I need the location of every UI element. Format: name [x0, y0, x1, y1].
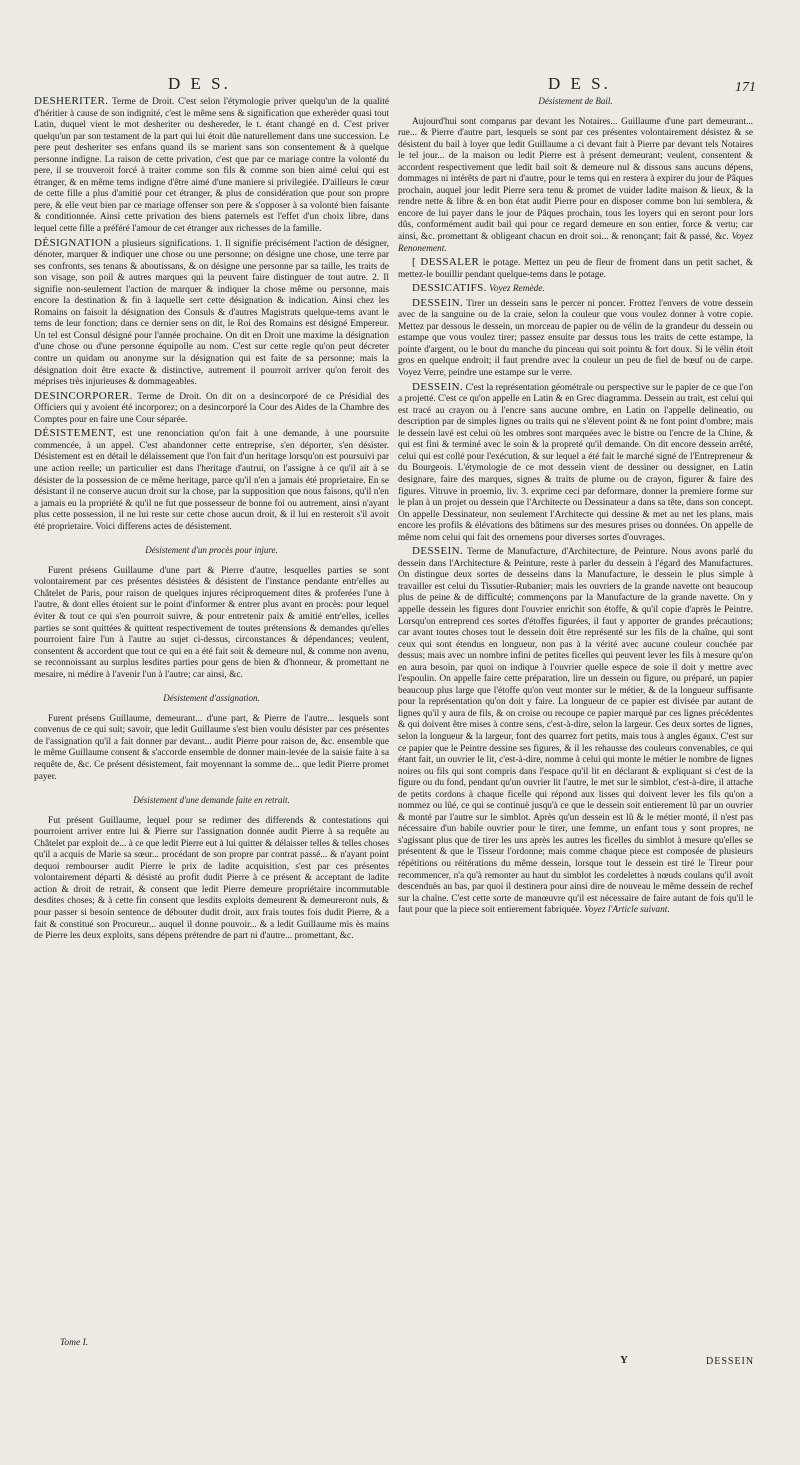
headword: DÉSISTEMENT, [34, 427, 116, 440]
running-head-left: D E S. [168, 74, 231, 93]
page-number: 171 [735, 80, 756, 95]
entry-dessein-1 [398, 298, 753, 380]
entry-designation [34, 238, 389, 389]
entry-text: Tirer un dessein sans le percer ni poncer. Frottez l'envers de votre dessein avec de la sanguine ou de la craie, selon la couleur que vous voulez donner à votre copie. Mettez par dessous le dessein, un morceau de papier ou de vélin de la grandeur du dessein ou estampe que vous voulez tirer; passez ensuite par dessus tous les traits de cette estampe, la pointe d'argent, ou le bout du manche du pinceau qui soit pointu & fort doux. Si le vélin étoit gros en quelque endroit; il faut prendre avec la couleur un peu de fiel de bœuf ou de carpe. Voyez Verre, peindre une estampe sur le verre. [398, 298, 753, 379]
running-head-right: D E S. [548, 74, 611, 93]
headword: DÉSIGNATION [34, 236, 112, 249]
cross-reference: Voyez Renonement. [398, 232, 753, 254]
entry-text: a plusieurs significations. 1. Il signifie précisément l'action de désigner, dénoter, marquer & indiquer une chose ou une personne; on désigne une chose, une terre par ses confronts, ses tenans & aboutissans, & on désigne une personne par sa taille, les traits de son visage, son poil & autres marques qui la peuvent faire distinguer de tout autre. 2. Il signifie non-seulement l'action de marquer & indiquer la chose même ou personne, mais encore la destination & fin à laquelle sert cette désignation & indication. Ainsi chez les Romains on faisoit la désignation des Consuls & d'autres Magistrats quelque-tems avant le tems de leur fonction; dans ce dernier sens on dit, le Roi des Romains est désigné Empereur. Un tel est Consul désigné pour l'année prochaine. On dit en Droit une maxime la désignation d'une chose ou d'une personne équipolle au nom. C'est sur cette regle qu'on peut décreter contre un quidam ou anonyme sur la désignation qui est faite de sa personne; mais la désignation doit être exacte & distinctive, autrement il pourroit arriver qu'on feroit des méprises très injurieuses & dommageables. [34, 238, 389, 388]
signature-mark: Y [620, 1354, 628, 1366]
volume-label: Tome I. [60, 1338, 89, 1348]
cross-reference: Voyez Remède. [486, 284, 545, 295]
headword: [ DESSALER [412, 256, 480, 269]
entry-dessaler [398, 257, 753, 281]
headword: DESHERITER. [34, 95, 109, 107]
subheading: Désistement d'une demande faite en retrait. [133, 795, 290, 806]
entry-text: Terme de Droit. On dit on a desincorporé de ce Présidial des Officiers qui y avoient été incorporez; on a desincorporé la Cour des Aides de la Chambre des Comptes pour en faire une Cour séparée. [34, 391, 389, 425]
subheading: Désistement d'un procès pour injure. [145, 545, 278, 556]
entry-dessein-3 [398, 546, 753, 917]
subheading: Désistement d'assignation. [163, 693, 260, 704]
form-paragraph [398, 117, 753, 256]
right-column [398, 96, 753, 919]
form-paragraph: Fut présent Guillaume, lequel pour se redimer des differends & contestations qui pourroient arriver entre lui & Pierre sur l'assignation donnée audit Pierre à sa requête au Châtelet par exploit de... à ce que ledit Pierre eut à lui quitter & délaisser telles & telles choses qu'il a acquis de Marie sa sœur... procédant de son propre par contrat passé... & n'ayant point dequoi rembourser audit Pierre le prix de ladite acquisition, s'est par ces présentes volontairement départi & désisté au profit dudit Pierre à ce présent & acceptant de ladite action & droit de retrait, & consent que ledit Pierre demeure propriétaire incommutable desdites choses; & à cette fin consent que lesdits exploits demeurent & demeureront nuls, & pour passer si besoin sentence de débouter dudit droit, aux frais toutes fois dudit Pierre, & a fait & constitué son Procureur... auquel il donne pouvoir... & a ledit Guillaume mis ès mains de Pierre les deux exploits, sans dépens prétendre de part ni d'autre... promettant, &c. [34, 815, 389, 942]
form-text: Aujourd'hui sont comparus par devant les Notaires... Guillaume d'une part demeurant... rue... & Pierre d'autre part, lesquels se sont par ces présentes volontairement désistez & se désistent du bail à loyer que ledit Guillaume a ci devant fait à Pierre par devant tels Notaires le tel jour... de la maison ou ledit Pierre est à présent demeurant; veulent, consentent & accordent respectivement que ledit bail soit & demeure nul & dissous sans aucuns dépens, dommages ni intérêts de part ni d'autre, pour le tems qui en restera à expirer du jour de Pâques prochain, auquel jour ledit Pierre sera tenu & promet de vuider ladite maison & lieux, & la rendre nette & libre & en bon état audit Pierre pour en disposer comme bon lui semblera, & encore de lui payer dans le jour de Pâques prochain, tous les loyers qui en seront pour lors dûs, conformément audit bail qui pour ce regard demeure en son entier, force & vertu; car ainsi, &c. promettant & obligeant chacun en droit soi... & renonçant; fait & passé, &c. [398, 116, 753, 243]
entry-text: Terme de Manufacture, d'Architecture, de Peinture. Nous avons parlé du dessein dans l'Architecture & Peinture, reste à parler du dessein à l'égard des Manufactures. On distingue deux sortes de desseins dans la Manufacture, le dessein le plus simple à travailler est celui du Tissutier-Rubanier; mais les ouvriers de la grande navette ont beaucoup plus de peine & de difficulté; commençons par la Manufacture de la grande navette. On y appelle dessein les figures dont l'ouvrier enrichit son étoffe, & qu'il copie d'après le Peintre. Lorsqu'on entreprend ces sortes d'étoffes figurées, il faut y apporter de grandes précautions; car avant toutes choses tout le dessein doit être représenté sur les fils de la chaîne, qui sont ceux qui sont étendus en longueur, non pas à la vérité avec aucune couleur couchée par dessus; mais avec un nombre infini de petites ficelles qui peuvent lever les fils à mesure qu'on en aura besoin, par quoi on indique à l'ouvrier quelle espece de soie il doit y mettre avec l'espoulin. On appelle faire cette préparation, lire un dessein ou figure, ou préparé, un papier beaucoup plus large que l'étoffe qu'on veut monter sur le métier, & de la longueur suffisante pour la représentation qu'on doit y faire. La longueur de ce papier est divisée par autant de lignes qu'il y aura de fils, & on croise ou recoupe ce papier marqué par ces lignes précédentes & qui doivent être mises à contre sens, c'est-à-dire, selon la largeur. Ces deux sortes de lignes, selon la longueur & la largeur, font des quarrez fort petits, mais tous à angles égaux. C'est sur ce papier que le Peintre dessine ses figures, & il les rehausse des couleurs convenables, ce qui étant fait, un ouvrier le lit, c'est-à-dire, nomme à celui qui monte le métier le nombre de lignes noires ou fils qui sont compris dans l'espace qu'il lit en déclarant & expliquant si c'est de la figure ou du fond, pendant qu'un ouvrier lit l'autre, le met sur le simblot, c'est-à-dire, il attache de petits cordons à chaque ficelle qui répond aux lisses qui doivent lever les fils qu'on a nommez ou lûé, ce qui se continuë jusqu'à ce que le dessein soit entierement lû par un ouvrier & monté par l'autre sur le simblot. Après qu'un dessein est lû & le métier monté, il n'est pas nécessaire d'un habile ouvrier pour le tirer, une femme, un enfant tous y sont propres, ne s'agissant plus que de tirer les uns après les autres les ficelles du simblot à mesure qu'elles se présentent & que le Tisseur l'ordonne; mais comme chaque piece est composée de plusieurs répétitions ou réitérations du même dessein, lorsque tout le dessein est tiré le Tireur pour recommencer, n'a qu'à remonter au haut du simblot les cordelettes à nœuds coulans qu'il avoit descenduës au bas, par quoi il destinera pour ainsi dire de nouveau le même dessein de rechef sur la chaîne. C'est cette sorte de manœuvre qu'il est nécessaire de faire autant de fois qu'il le faut pour que la piece soit entierement fabriquée. [398, 547, 753, 916]
subheading: Désistement de Bail. [538, 96, 613, 106]
entry-desheriter [34, 96, 389, 236]
form-paragraph: Furent présens Guillaume, demeurant... d'une part, & Pierre de l'autre... lesquels sont convenus de ce qui suit; savoir, que ledit Guillaume s'est bien voulu désister par ces présentes de l'assignation qu'il a fait donner par devant... audit Pierre pour raison de, &c. ensemble que le même Guillaume consent & s'accorde ensemble de donner main-levée de la saisie faite à sa requête de, &c. Ce présent désistement, fait moyennant la somme de... que ledit Pierre promet payer. [34, 713, 389, 782]
cross-reference: Voyez l'Article suivant. [584, 905, 670, 916]
entry-text: Terme de Droit. C'est selon l'étymologie priver quelqu'un de la qualité d'héritier à cause de son indignité, c'est le même sens & signification que exherèder quasi tout Latin, duquel vient le mot desheriter ou deshereder, le t. étant changé en d. C'est priver quelqu'un par son testament de la part qui lui étoit dûe naturellement dans une succession. Le pere peut desheriter ses enfans quand ils se marient sans son consentement & à quelque personne indigne. La raison de cette privation, c'est que par ce mariage contre la volonté du pere, il se trouveroit forcé à traiter comme son fils & comme son bien aimé celui qui est étranger, & en même tems indigne d'être aimé d'une maniere si privilegiée. D'ailleurs le cœur de cette fille a plus d'amitié pour cet étranger, & plus de considération que pour son propre pere, & elle veut bien par ce mariage offenser son pere & s'opposer à sa volonté bien faisante & conditionnée. Ainsi cette privation des biens paternels est l'effet d'un choix libre, dans lequel cette fille a préféré l'amour de cet étranger aux richesses de la famille. [34, 97, 389, 235]
entry-text: C'est la représentation géométrale ou perspective sur le papier de ce que l'on a projetté. C'est ce qu'on appelle en Latin & en Grec diagramma. Dessein au trait, est celui qui est tracé au crayon ou à l'encre sans aucune ombre, en Latin on l'appelle delineatio, ou description par de simples lignes ou traits qui ne s'élevent point & ne font point d'ombre; mais le dessein lavé est celui où les ombres sont marquées avec le bistre ou l'encre de la Chine, & qui est fini & terminé avec le soin & la propreté qu'il demande. On dit encore dessein arrêté, celui qui est collé pour l'exécution, & sur lequel a été fait le marché signé de l'Entrepreneur & du Bourgeois. L'étymologie de ce mot dessein vient de dessiner ou dessigner, en Latin designare, faire des marques, signes & traits de plume ou de crayon, figurer & faire des figures. Vitruve in proemio, liv. 3. exprime ceci par deformare, donner la premiere forme sur le plan à un projet ou dessein que l'Architecte ou Dessinateur a dans sa tête, dans son concept. On appelle Dessinateur, non seulement l'Architecte qui dessine & met au net les plans, mais encore les profils & élévations des bâtimens sur des mesures prises ou données. On appelle de même nom celui qui fait des ornemens pour diverses sortes d'ouvrages. [398, 382, 753, 543]
entry-desincorporer [34, 391, 389, 427]
form-paragraph: Furent présens Guillaume d'une part & Pierre d'autre, lesquelles parties se sont volontairement par ces présentes désistées & désistent de l'instance pendante entr'elles au Châtelet de Paris, pour raison de quelques injures réciproquement dites & proferées l'une à l'autre, & dont elles étoient sur le point d'informer & entrer plus avant en procès: pour lequel éviter & tout ce qui s'en pourroit suivre, & pour entretenir paix & amitié entr'elles, icelles parties se sont quittées & quittent respectivement de toutes prétensions & demandes qu'elles pourroient faire l'un à l'autre au sujet ci-dessus, circonstances & dépendances; veulent, consentent & accordent que tout ce qui en a été fait soit & demeure nul, & comme non avenu, se reconnoissant au surplus lesdites parties pour gens de bien & d'honneur, & promettant ne mesaire, ni médire à l'avenir l'un à l'autre; car ainsi, &c. [34, 565, 389, 680]
catchword: DESSEIN [706, 1356, 755, 1367]
headword: DESSICATIFS. [412, 282, 487, 295]
entry-desistement [34, 428, 389, 533]
headword: DESSEIN. [412, 296, 464, 309]
left-column [34, 96, 389, 945]
entry-dessein-2 [398, 382, 753, 545]
headword: DESSEIN. [412, 545, 464, 558]
entry-text: est une renonciation qu'on fait à une demande, à une poursuite commencée, à un appel. C'est abandonner cette entreprise, s'en déporter, s'en désister. Désistement est en détail le délaissement que l'on fait d'un heritage lorsqu'on est poursuivi par une action reelle; un particulier est dans l'heritage d'autrui, on l'assigne à ce qu'il ait à se désister de la possession de ce même heritage, parce qu'il n'en a jamais été proprietaire. En se désistant il ne conserve aucun droit sur la chose, par la supposition que nous faisons, qu'il n'en a jamais eu la propriété & qu'il ne fut que possesseur de bonne foi ou autrement, ainsi n'ayant plus cette possession, il ne lui reste sur cette chose aucun droit, & il lui en resteroit s'il avoit été proprietaire. Voici differens actes de désistement. [34, 429, 389, 532]
entry-text: le potage. Mettez un peu de fleur de froment dans un petit sachet, & mettez-le bouillir pendant quelque-tems dans le potage. [398, 258, 753, 280]
entry-dessicatifs [398, 283, 753, 296]
headword: DESSEIN. [412, 380, 464, 393]
headword: DESINCORPORER. [34, 389, 133, 402]
